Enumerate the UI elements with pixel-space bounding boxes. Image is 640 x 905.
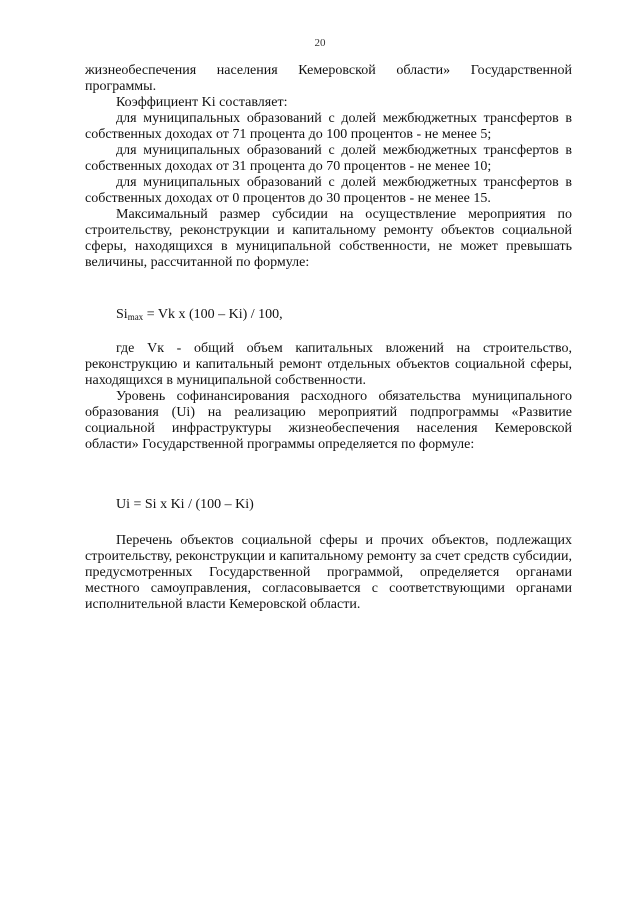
formula-si-max-subscript: max	[127, 312, 144, 322]
paragraph-coefficient-15: для муниципальных образований с долей межбюджетных трансфертов в собственных доходах от 0 процентов до 30 процентов - не менее 15.	[85, 175, 572, 206]
paragraph-max-subsidy: Максимальный размер субсидии на осуществление мероприятия по строительству, реконструкции и капитальному ремонту объектов социальной сферы, находящихся в муниципальной собственности, не может превышать величины, рассчитанной по формуле:	[85, 207, 572, 270]
formula-ui: Ui = Si x Ki / (100 – Ki)	[116, 497, 254, 512]
text-block-2	[85, 341, 572, 453]
page-number: 20	[314, 37, 326, 49]
paragraph-cofinancing-level: Уровень софинансирования расходного обязательства муниципального образования (Ui) на реализацию мероприятий подпрограммы «Развитие социальной инфраструктуры жизнеобеспечения населения Кемеровской области» Государственной программы определяется по формуле:	[85, 389, 572, 452]
formula-si-max	[116, 307, 283, 323]
paragraph-coefficient-intro: Коэффициент Ki составляет:	[116, 95, 288, 110]
paragraph-objects-list: Перечень объектов социальной сферы и прочих объектов, подлежащих строительству, реконструкции и капитальному ремонту за счет средств субсидии, предусмотренных Государственной программой, определяется органами местного самоуправления, согласовывается с соответствующими органами исполнительной власти Кемеровской области.	[85, 533, 572, 612]
paragraph-coefficient-5: для муниципальных образований с долей межбюджетных трансфертов в собственных доходах от 71 процента до 100 процентов - не менее 5;	[85, 111, 572, 142]
formula-si-max-lhs: Si	[116, 307, 128, 322]
formula-si-max-rhs: = Vk x (100 – Ki) / 100,	[143, 307, 283, 322]
text-block-1	[85, 63, 572, 271]
paragraph-coefficient-10: для муниципальных образований с долей межбюджетных трансфертов в собственных доходах от 31 процента до 70 процентов - не менее 10;	[85, 143, 572, 174]
paragraph-vk-definition: где Vк - общий объем капитальных вложений на строительство, реконструкцию и капитальный ремонт отдельных объектов социальной сферы, находящихся в муниципальной собственности.	[85, 341, 572, 388]
text-block-3	[85, 533, 572, 613]
paragraph-continuation: жизнеобеспечения населения Кемеровской области» Государственной программы.	[85, 63, 572, 94]
